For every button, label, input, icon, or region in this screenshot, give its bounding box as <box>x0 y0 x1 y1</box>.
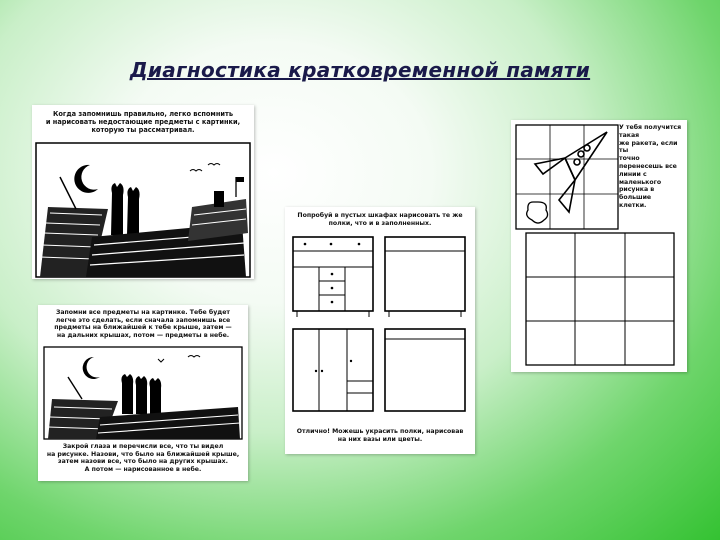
cloud-icon <box>527 202 548 223</box>
card-cabinets-top-caption <box>285 207 475 227</box>
caption-line: клетки. <box>619 201 647 209</box>
caption-line: затем назови все, что было на других крышах. <box>58 458 228 466</box>
caption-line: линии с маленького <box>619 170 662 186</box>
caption-line: Когда запомнишь правильно, легко вспомнить <box>52 110 233 118</box>
caption-line: Отлично! Можешь украсить полки, нарисовав <box>296 428 464 435</box>
caption-line: предметы на ближайшей к тебе крыше, затем — <box>54 324 232 332</box>
card-cabinets <box>285 207 475 454</box>
cabinet-empty-bottom <box>385 329 465 411</box>
roofs-illustration <box>32 137 254 279</box>
caption-line: же ракета, если ты <box>619 139 678 155</box>
caption-line: У тебя получится такая <box>619 124 682 139</box>
slide-title: Диагностика кратковременной памяти <box>129 58 591 82</box>
roofs-recall-illustration <box>38 343 248 441</box>
caption-line: легче это сделать, если сначала запомнишь все <box>55 316 231 324</box>
card-cabinets-bottom-caption <box>285 428 475 443</box>
cabinet-filled-bottom <box>293 329 373 411</box>
card-roofs-caption <box>32 105 254 135</box>
caption-line: на рисунке. Назови, что было на ближайшей крыше, <box>46 450 240 458</box>
card-roofs-recall <box>38 305 248 481</box>
moon-icon <box>83 357 100 379</box>
cabinet-empty-top <box>385 237 465 317</box>
caption-line: точно перенесешь все <box>619 155 677 170</box>
caption-line: Запомни все предметы на картинке. Тебе будет <box>55 309 231 316</box>
caption-line: на них вазы или цветы. <box>337 435 423 443</box>
rocket-small-grid <box>515 124 619 230</box>
rocket-icon <box>535 132 607 212</box>
caption-line: Попробуй в пустых шкафах нарисовать те же <box>297 212 463 219</box>
cabinet-filled-top <box>293 237 373 317</box>
caption-line: Закрой глаза и перечисли все, что ты видел <box>62 443 224 450</box>
caption-line: А потом — нарисованное в небе. <box>84 465 202 473</box>
cabinets-illustration <box>285 231 475 421</box>
caption-line: рисунка в большие <box>619 186 655 202</box>
card-rocket-caption <box>619 124 685 210</box>
card-roofs-recall-top-caption <box>38 305 248 339</box>
moon-icon <box>74 165 98 193</box>
caption-line: полки, что и в заполненных. <box>328 219 432 227</box>
caption-line: на дальних крышах, потом — предметы в небе. <box>56 331 230 339</box>
card-rocket <box>511 120 687 372</box>
card-roofs-drawing <box>32 105 254 279</box>
card-roofs-recall-bottom-caption <box>38 443 248 473</box>
caption-line: которую ты рассматривал. <box>91 126 195 135</box>
caption-line: и нарисовать недостающие предметы с картинки, <box>45 118 241 127</box>
rocket-large-grid <box>525 232 675 366</box>
